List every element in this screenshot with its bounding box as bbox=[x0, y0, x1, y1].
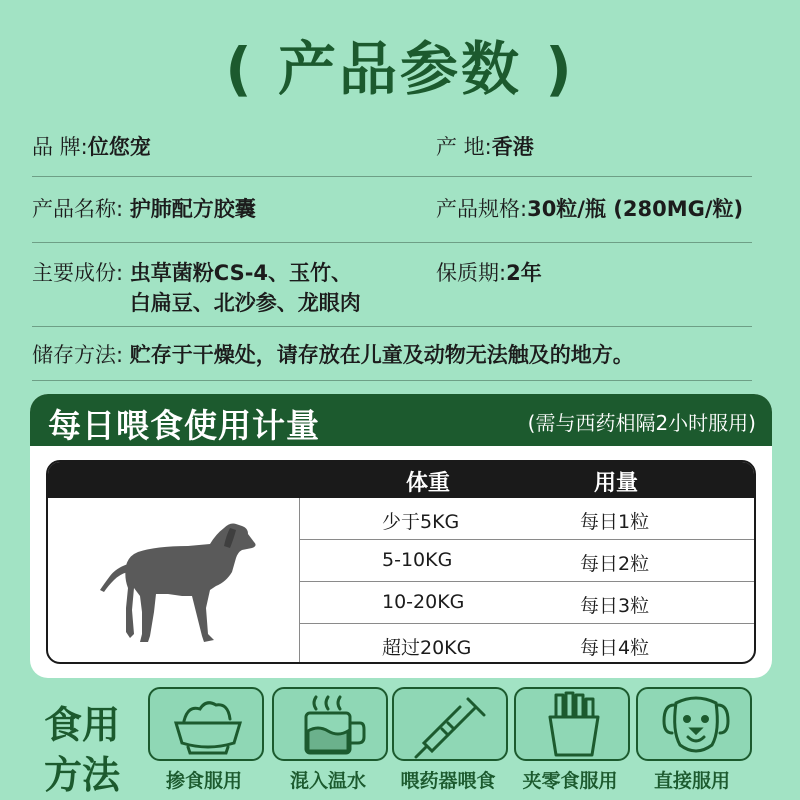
usage-method-label: 直接服用 bbox=[653, 770, 730, 792]
food-bowl-icon bbox=[168, 691, 248, 759]
storage-label: 储存方法: bbox=[32, 343, 124, 367]
product-name-field bbox=[32, 194, 256, 224]
origin-field bbox=[436, 132, 534, 162]
usage-method-mix-food bbox=[148, 687, 264, 761]
usage-method-label: 掺食服用 bbox=[165, 770, 242, 792]
dog-image-cell bbox=[48, 498, 300, 664]
origin-label: 产 地: bbox=[436, 135, 492, 159]
col-amount-header: 用量 bbox=[594, 471, 639, 496]
brand-label: 品 牌: bbox=[32, 135, 88, 159]
storage-value: 贮存于干燥处，请存放在儿童及动物无法触及的地方。 bbox=[129, 343, 634, 367]
usage-label-line-2: 方法 bbox=[44, 753, 121, 797]
dosage-table bbox=[46, 460, 756, 664]
divider bbox=[32, 380, 752, 381]
product-spec-field bbox=[436, 194, 743, 224]
weight-cell: 超过20KG bbox=[382, 637, 472, 659]
usage-method-syringe bbox=[392, 687, 508, 761]
dosage-header bbox=[30, 394, 772, 446]
product-name-value: 护肺配方胶囊 bbox=[129, 197, 256, 221]
dosage-title: 每日喂食使用计量 bbox=[48, 406, 320, 445]
amount-cell: 每日3粒 bbox=[580, 595, 650, 617]
divider bbox=[32, 242, 752, 243]
brand-field bbox=[32, 132, 151, 162]
product-spec-label: 产品规格: bbox=[436, 197, 528, 221]
ingredients-line-1: 虫草菌粉CS-4、玉竹、 bbox=[129, 261, 353, 285]
usage-method-direct bbox=[636, 687, 752, 761]
brand-value: 位您宠 bbox=[87, 135, 151, 159]
weight-cell: 5-10KG bbox=[382, 549, 453, 571]
page-title: ( 产品参数 ) bbox=[225, 35, 575, 103]
mug-icon bbox=[292, 691, 372, 759]
origin-value: 香港 bbox=[491, 135, 534, 159]
spec-row-ingredients-shelf bbox=[32, 258, 752, 320]
dog-face-icon bbox=[656, 691, 736, 759]
shelf-life-field bbox=[436, 258, 542, 288]
syringe-icon bbox=[412, 691, 492, 759]
shelf-life-label: 保质期: bbox=[436, 261, 507, 285]
weight-cell: 10-20KG bbox=[382, 591, 465, 613]
usage-label-line-1: 食用 bbox=[44, 703, 121, 747]
usage-method-label: 夹零食服用 bbox=[522, 770, 618, 792]
divider bbox=[32, 176, 752, 177]
ingredients-value bbox=[130, 258, 361, 318]
amount-cell: 每日1粒 bbox=[580, 511, 650, 533]
dosage-table-header bbox=[48, 462, 754, 498]
weight-cell: 少于5KG bbox=[382, 511, 460, 533]
table-row bbox=[300, 582, 756, 624]
ingredients-line-2: 白扁豆、北沙参、龙眼肉 bbox=[129, 291, 361, 315]
dosage-card bbox=[30, 394, 772, 678]
dog-silhouette-icon bbox=[98, 516, 258, 646]
amount-cell: 每日4粒 bbox=[580, 637, 650, 659]
shelf-life-value: 2年 bbox=[506, 261, 542, 285]
dosage-note: (需与西药相隔2小时服用) bbox=[527, 411, 756, 435]
storage-field bbox=[32, 340, 634, 370]
ingredients-label: 主要成份: bbox=[32, 261, 124, 285]
table-row bbox=[300, 624, 756, 664]
table-row bbox=[300, 498, 756, 540]
fries-icon bbox=[534, 691, 614, 759]
divider bbox=[32, 326, 752, 327]
usage-method-label: 混入温水 bbox=[289, 770, 366, 792]
col-weight-header: 体重 bbox=[406, 471, 451, 496]
table-row bbox=[300, 540, 756, 582]
usage-method-snack bbox=[514, 687, 630, 761]
product-name-label: 产品名称: bbox=[32, 197, 124, 221]
usage-method-warm-water bbox=[272, 687, 388, 761]
product-spec-value: 30粒/瓶 (280MG/粒) bbox=[527, 197, 744, 221]
usage-method-label: 喂药器喂食 bbox=[400, 770, 496, 792]
amount-cell: 每日2粒 bbox=[580, 553, 650, 575]
ingredients-field bbox=[32, 258, 361, 318]
